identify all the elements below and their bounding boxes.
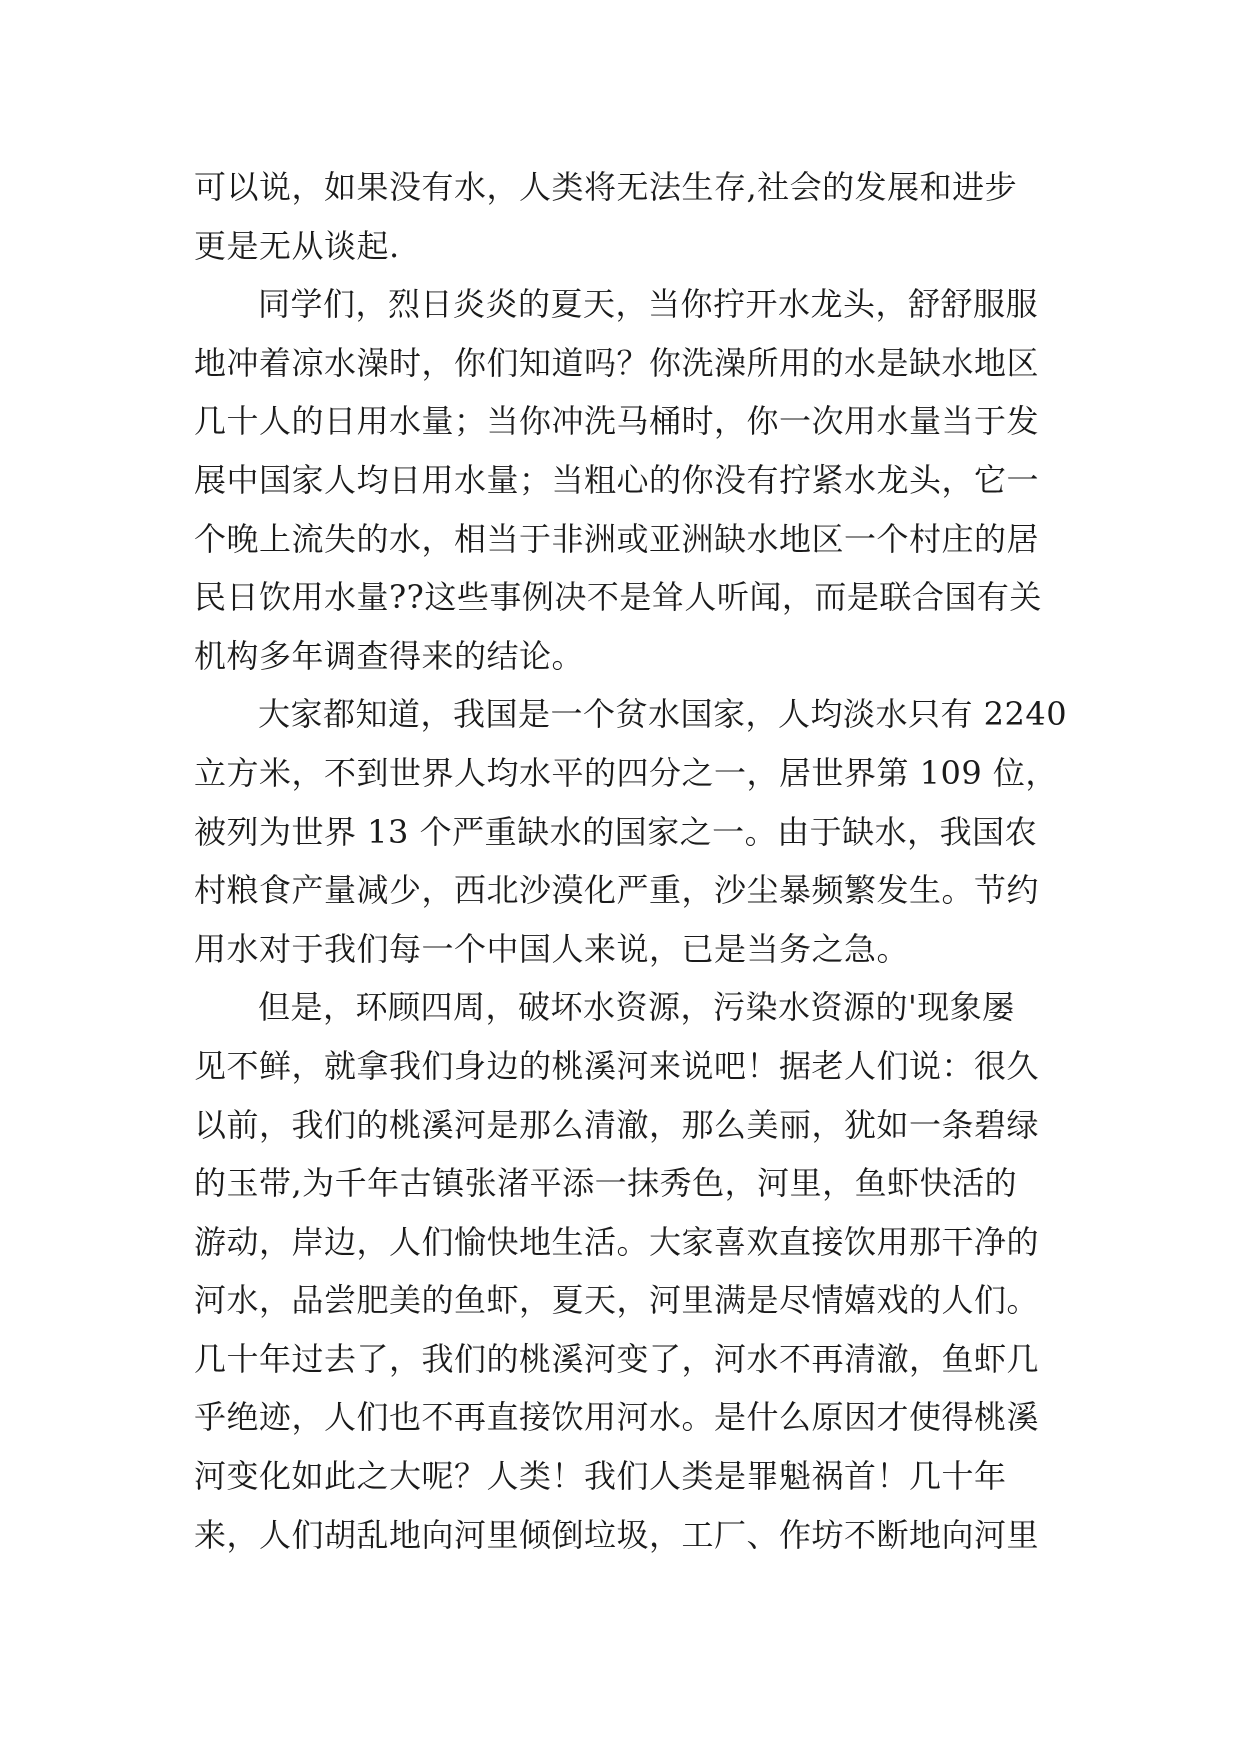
text-line: 用水对于我们每一个中国人来说，已是当务之急。 xyxy=(194,929,910,968)
text-line: 来，人们胡乱地向河里倾倒垃圾，工厂、作坊不断地向河里 xyxy=(194,1515,1040,1554)
text-line: 民日饮用水量??这些事例决不是耸人听闻，而是联合国有关 xyxy=(194,578,1042,617)
text-line: 河变化如此之大呢？人类！我们人类是罪魁祸首！几十年 xyxy=(194,1457,1007,1496)
text-line: 大家都知道，我国是一个贫水国家，人均淡水只有 2240 xyxy=(258,695,1068,734)
text-line: 以前，我们的桃溪河是那么清澈，那么美丽，犹如一条碧绿 xyxy=(194,1105,1040,1144)
text-line: 机构多年调查得来的结论。 xyxy=(194,636,585,675)
text-line: 的玉带,为千年古镇张渚平添一抹秀色，河里，鱼虾快活的 xyxy=(194,1164,1018,1203)
text-line: 几十人的日用水量；当你冲洗马桶时，你一次用水量当于发 xyxy=(194,402,1040,441)
text-line: 同学们，烈日炎炎的夏天，当你拧开水龙头，舒舒服服 xyxy=(258,285,1039,324)
text-line: 见不鲜，就拿我们身边的桃溪河来说吧！据老人们说：很久 xyxy=(194,1046,1040,1085)
text-line: 可以说，如果没有水，人类将无法生存,社会的发展和进步 xyxy=(194,168,1018,206)
text-line: 展中国家人均日用水量；当粗心的你没有拧紧水龙头，它一 xyxy=(194,460,1040,499)
text-line: 村粮食产量减少，西北沙漠化严重，沙尘暴频繁发生。节约 xyxy=(194,871,1040,910)
text-line: 被列为世界 13 个严重缺水的国家之一。由于缺水，我国农 xyxy=(194,812,1038,851)
text-line: 游动，岸边，人们愉快地生活。大家喜欢直接饮用那干净的 xyxy=(194,1222,1040,1261)
text-line: 乎绝迹，人们也不再直接饮用河水。是什么原因才使得桃溪 xyxy=(194,1398,1040,1437)
text-line: 更是无从谈起. xyxy=(194,226,400,265)
body-text xyxy=(194,158,1068,1564)
text-line: 立方米，不到世界人均水平的四分之一，居世界第 109 位， xyxy=(194,753,1058,792)
text-line: 地冲着凉水澡时，你们知道吗？你洗澡所用的水是缺水地区 xyxy=(194,343,1040,382)
text-line: 但是，环顾四周，破坏水资源，污染水资源的'现象屡 xyxy=(258,988,1015,1027)
text-line: 几十年过去了，我们的桃溪河变了，河水不再清澈，鱼虾几 xyxy=(194,1339,1040,1378)
text-line: 个晚上流失的水，相当于非洲或亚洲缺水地区一个村庄的居 xyxy=(194,519,1040,558)
text-line: 河水，品尝肥美的鱼虾，夏天，河里满是尽情嬉戏的人们。 xyxy=(194,1281,1040,1320)
